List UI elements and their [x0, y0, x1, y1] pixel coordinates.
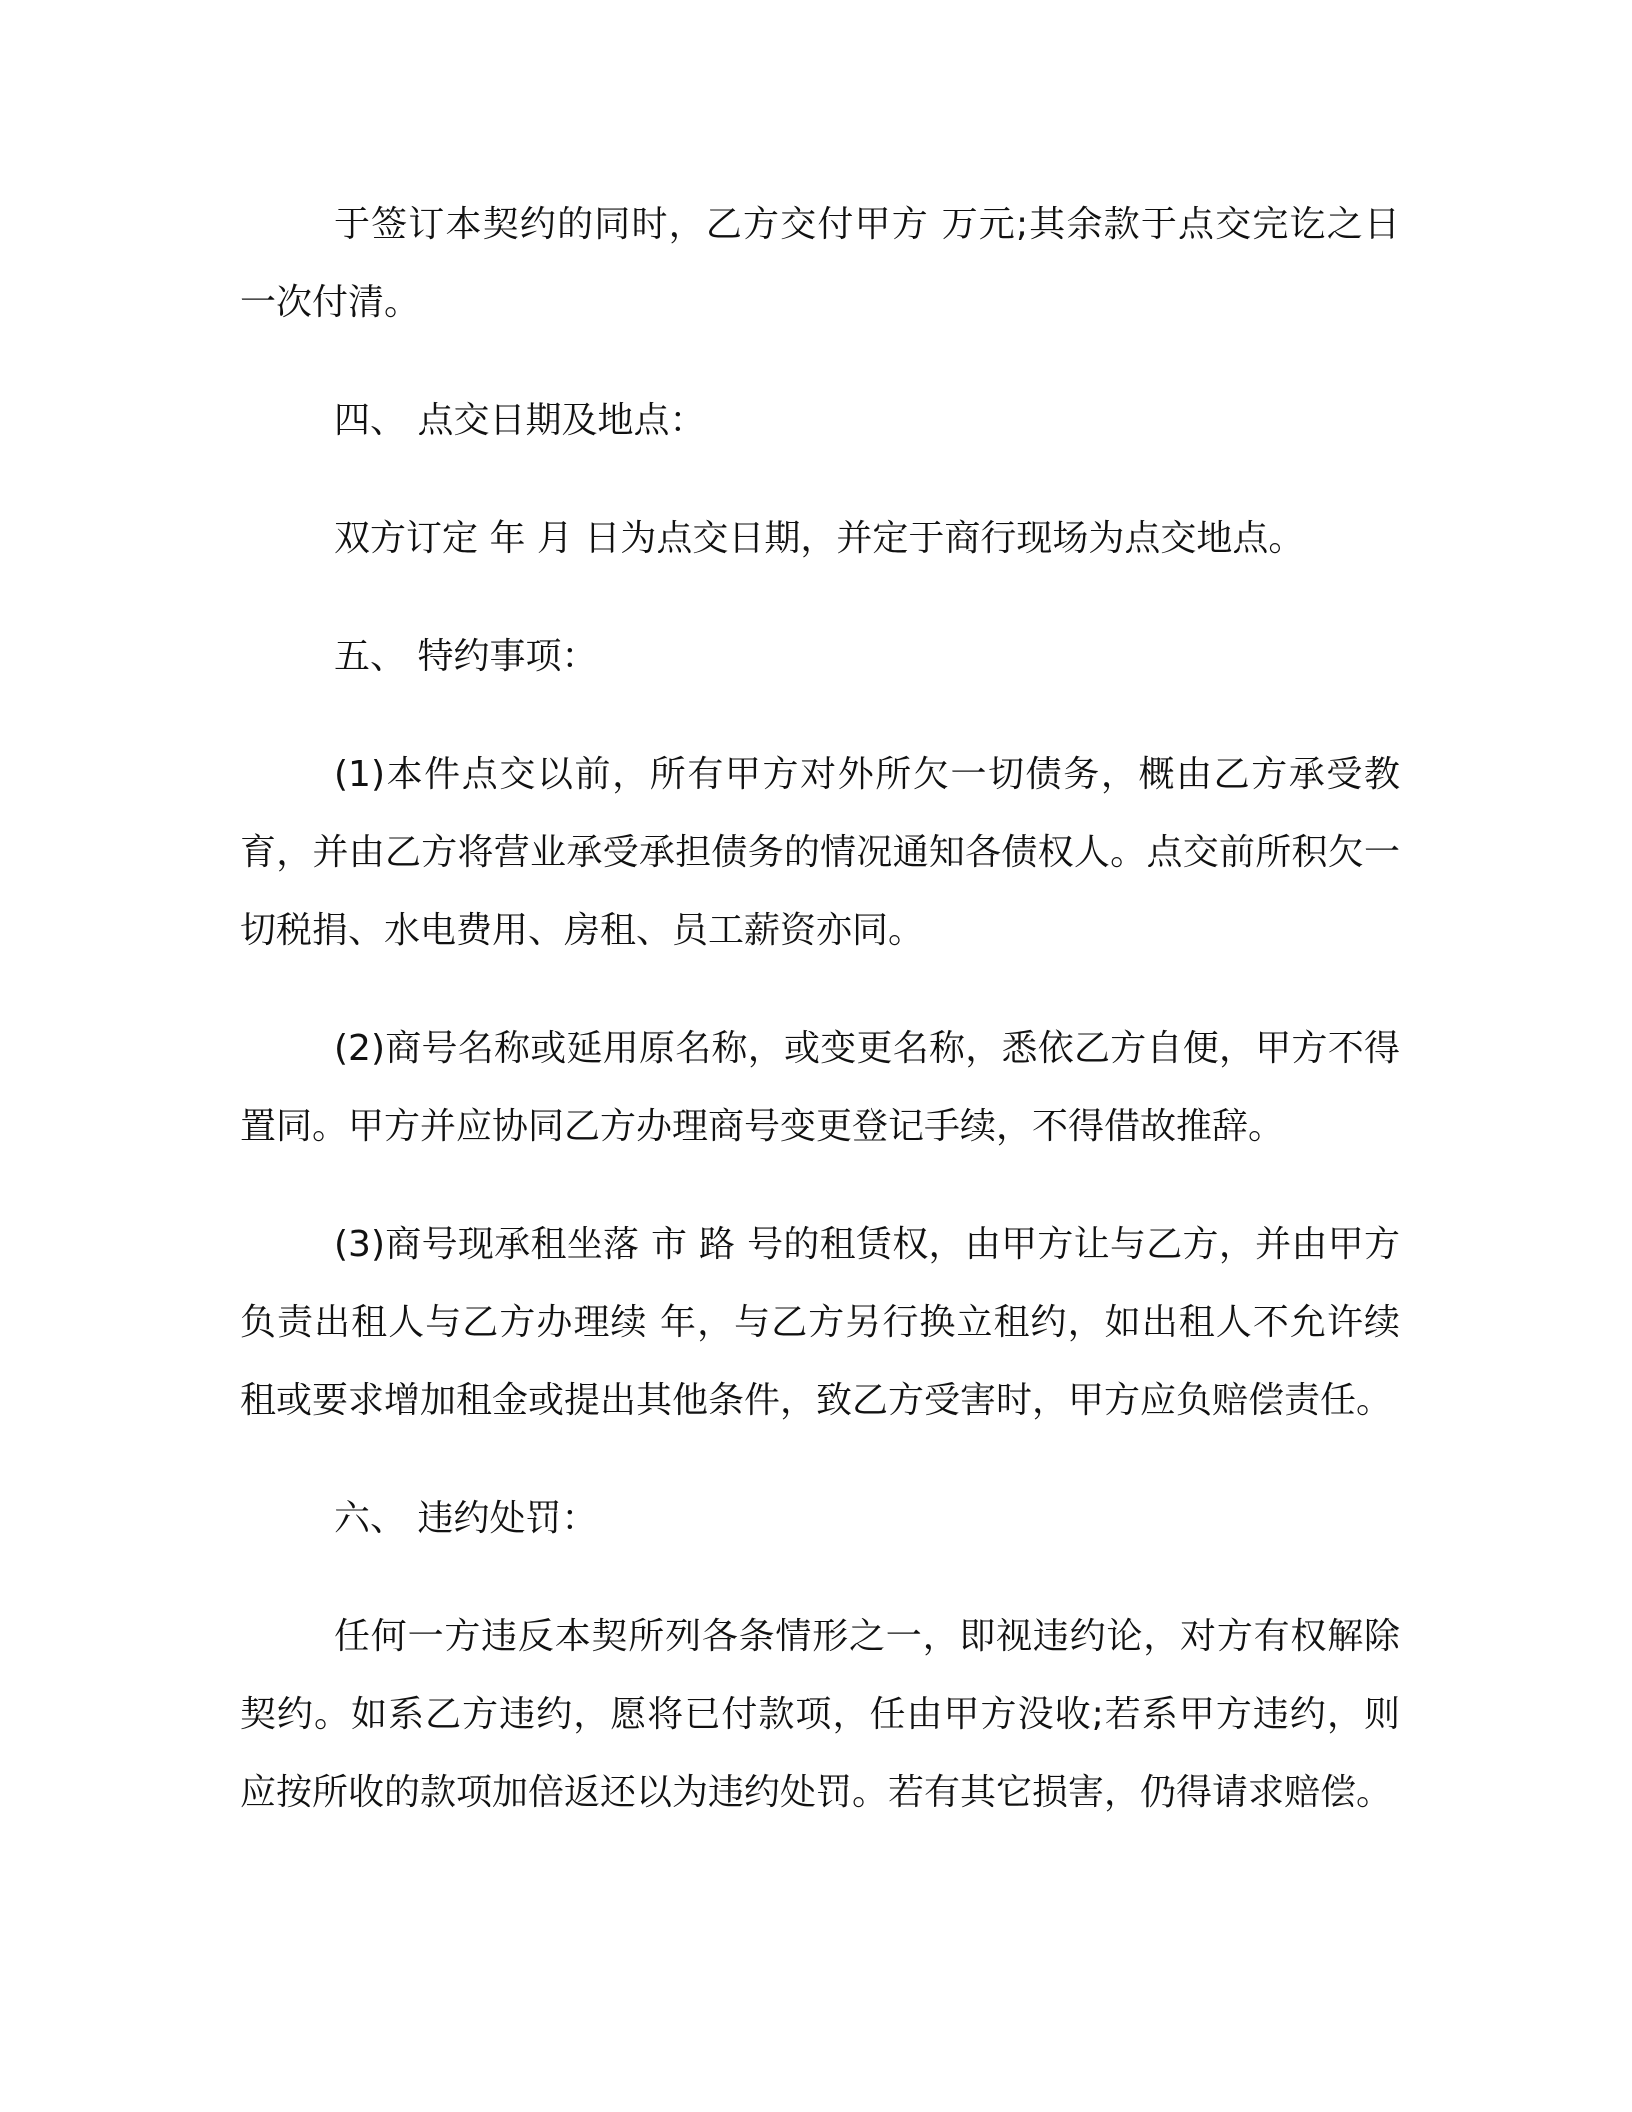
heading-handover-date-place: 四、 点交日期及地点：	[334, 400, 706, 441]
heading-special-terms: 五、 特约事项：	[334, 636, 598, 677]
paragraph-payment-terms: 于签订本契约的同时，乙方交付甲方 万元;其余款于点交完讫之日一次付清。	[240, 204, 1400, 323]
paragraph-special-term-1: (1)本件点交以前，所有甲方对外所欠一切债务，概由乙方承受教育，并由乙方将营业承受承担债务的情况通知各债权人。点交前所积欠一切税捐、水电费用、房租、员工薪资亦同。	[240, 754, 1400, 951]
paragraph-breach-penalty: 任何一方违反本契所列各条情形之一，即视违约论，对方有权解除契约。如系乙方违约，愿将已付款项，任由甲方没收;若系甲方违约，则应按所收的款项加倍返还以为违约处罚。若有其它损害，仍得请求赔偿。	[240, 1616, 1400, 1813]
heading-breach-penalty: 六、 违约处罚：	[334, 1498, 598, 1539]
paragraph-handover-date: 双方订定 年 月 日为点交日期，并定于商行现场为点交地点。	[334, 518, 1305, 559]
paragraph-special-term-3: (3)商号现承租坐落 市 路 号的租赁权，由甲方让与乙方，并由甲方负责出租人与乙方办理续 年，与乙方另行换立租约，如出租人不允许续租或要求增加租金或提出其他条件，致乙方受害时，甲方应负赔偿责任。	[240, 1224, 1400, 1421]
paragraph-special-term-2: (2)商号名称或延用原名称，或变更名称，悉依乙方自便，甲方不得置同。甲方并应协同乙方办理商号变更登记手续，不得借故推辞。	[240, 1028, 1400, 1147]
document-body	[240, 186, 1400, 1872]
